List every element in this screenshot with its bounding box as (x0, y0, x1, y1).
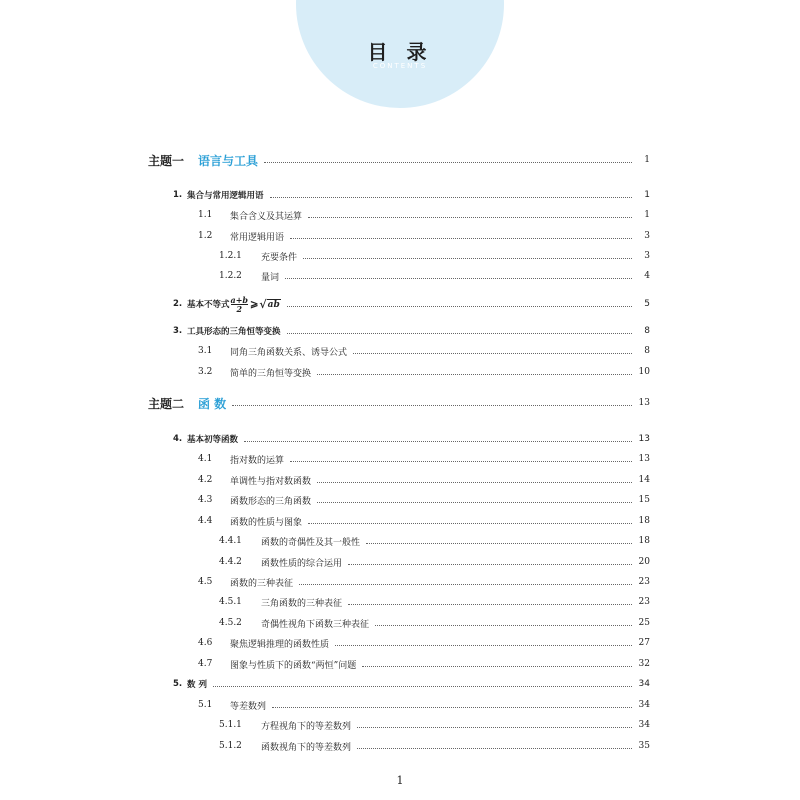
toc-entry-page: 8 (644, 346, 650, 356)
toc-entry-title: 集合含义及其运算 (230, 211, 303, 222)
toc-entry-number: 5.1.1 (219, 720, 242, 730)
dot-leader (290, 238, 632, 239)
toc-entry-number: 4.4.1 (219, 536, 242, 546)
dot-leader (308, 217, 632, 218)
toc-entry-number: 主题二 (148, 396, 185, 411)
dot-leader (213, 686, 632, 687)
toc-entry-page: 10 (638, 367, 650, 377)
toc-entry-c1[interactable] (173, 187, 650, 203)
toc-entry-page: 15 (638, 495, 650, 505)
toc-entry-title: 同角三角函数关系、诱导公式 (230, 347, 348, 358)
toc-entry-title: 集合与常用逻辑用语 (187, 191, 264, 201)
toc-entry-s441[interactable] (219, 533, 650, 549)
dot-leader (264, 162, 632, 163)
toc-entry-title: 方程视角下的等差数列 (261, 721, 352, 732)
page-title: 目 录 (367, 40, 433, 64)
toc-entry-s51[interactable] (198, 697, 650, 713)
toc-entry-page: 13 (638, 454, 650, 464)
dot-leader (287, 333, 632, 334)
dot-leader (357, 748, 632, 749)
dot-leader (308, 523, 632, 524)
toc-entry-number: 1.2 (198, 231, 213, 241)
toc-entry-number: 4.5 (198, 577, 213, 587)
dot-leader (270, 197, 632, 198)
toc-entry-page: 34 (638, 720, 650, 730)
dot-leader (335, 645, 632, 646)
toc-entry-number: 4.6 (198, 638, 213, 648)
toc-entry-page: 3 (644, 251, 650, 261)
geq-symbol: ⩾ (250, 298, 259, 310)
toc-entry-title: 函数性质的综合运用 (261, 558, 343, 569)
toc-entry-title: 单调性与指对数函数 (230, 476, 312, 487)
dot-leader (287, 306, 632, 307)
toc-entry-s31[interactable] (198, 343, 650, 359)
formula-radicand: ab (267, 299, 280, 310)
toc-entry-s451[interactable] (219, 594, 650, 610)
toc-entry-s42[interactable] (198, 472, 650, 488)
toc-entry-c4[interactable] (173, 431, 650, 447)
toc-entry-number: 4.2 (198, 475, 213, 485)
toc-entry-page: 8 (644, 326, 650, 336)
toc-entry-s442[interactable] (219, 554, 650, 570)
toc-entry-page: 20 (638, 557, 650, 567)
dot-leader (362, 666, 632, 667)
toc-entry-title: 聚焦逻辑推理的函数性质 (230, 639, 330, 650)
toc-entry-page: 23 (638, 577, 650, 587)
toc-entry-title: 常用逻辑用语 (230, 232, 285, 243)
toc-entry-number: 1. (173, 190, 183, 200)
dot-leader (232, 405, 632, 406)
toc-entry-s44[interactable] (198, 513, 650, 529)
toc-entry-s12[interactable] (198, 228, 650, 244)
toc-entry-title: 函数的性质与图象 (230, 517, 303, 528)
formula-numerator: a+b (230, 294, 248, 305)
toc-entry-title: 基本不等式 (187, 300, 230, 310)
toc-entry-title: 工具形态的三角恒等变换 (187, 327, 281, 337)
toc-entry-number: 4.7 (198, 659, 213, 669)
toc-entry-title: 函数视角下的等差数列 (261, 742, 352, 753)
toc-entry-s47[interactable] (198, 656, 650, 672)
toc-entry-number: 5.1 (198, 700, 213, 710)
toc-entry-title: 函数的三种表征 (230, 578, 294, 589)
dot-leader (317, 502, 632, 503)
toc-entry-s121[interactable] (219, 248, 650, 264)
dot-leader (348, 564, 632, 565)
toc-entry-number: 4.5.1 (219, 597, 242, 607)
toc-entry-page: 5 (644, 299, 650, 309)
dot-leader (353, 353, 632, 354)
toc-entry-page: 25 (638, 618, 650, 628)
toc-entry-title: 函 数 (198, 396, 227, 411)
toc-entry-title: 量词 (261, 272, 280, 283)
toc-entry-title: 函数形态的三角函数 (230, 496, 312, 507)
toc-entry-page: 34 (638, 700, 650, 710)
toc-entry-page: 34 (638, 679, 650, 689)
dot-leader (366, 543, 632, 544)
toc-entry-number: 3.1 (198, 346, 213, 356)
dot-leader (285, 278, 632, 279)
toc-entry-title: 数 列 (187, 680, 207, 690)
toc-entry-title: 基本初等函数 (187, 435, 239, 445)
toc-entry-s512[interactable] (219, 738, 650, 754)
toc-entry-c3[interactable] (173, 323, 650, 339)
toc-entry-s41[interactable] (198, 451, 650, 467)
toc-entry-s43[interactable] (198, 492, 650, 508)
toc-entry-s511[interactable] (219, 717, 650, 733)
toc-entry-title: 图象与性质下的函数“两恒”问题 (230, 660, 357, 671)
toc-entry-s452[interactable] (219, 615, 650, 631)
toc-entry-number: 4.4.2 (219, 557, 242, 567)
toc-entry-s45[interactable] (198, 574, 650, 590)
dot-leader (244, 441, 632, 442)
toc-entry-number: 5.1.2 (219, 741, 242, 751)
toc-entry-page: 1 (644, 210, 650, 220)
dot-leader (290, 461, 632, 462)
toc-entry-title: 函数的奇偶性及其一般性 (261, 537, 361, 548)
toc-entry-title: 充要条件 (261, 252, 298, 263)
toc-entry-title: 三角函数的三种表征 (261, 598, 343, 609)
toc-entry-number: 3.2 (198, 367, 213, 377)
toc-entry-s46[interactable] (198, 635, 650, 651)
toc-entry-title: 语言与工具 (198, 153, 259, 168)
toc-entry-number: 5. (173, 679, 183, 689)
inequality-formula (230, 296, 281, 313)
toc-entry-s122[interactable] (219, 268, 650, 284)
toc-entry-page: 27 (638, 638, 650, 648)
toc-entry-page: 3 (644, 231, 650, 241)
toc-entry-page: 1 (644, 155, 650, 165)
toc-entry-s11[interactable] (198, 207, 650, 223)
formula-denominator: 2 (236, 303, 243, 314)
dot-leader (375, 625, 632, 626)
dot-leader (272, 707, 632, 708)
toc-entry-number: 4.3 (198, 495, 213, 505)
toc-entry-number: 1.2.1 (219, 251, 242, 261)
toc-entry-number: 4.5.2 (219, 618, 242, 628)
dot-leader (357, 727, 632, 728)
dot-leader (317, 374, 632, 375)
toc-entry-number: 1.2.2 (219, 271, 242, 281)
toc-entry-page: 23 (638, 597, 650, 607)
toc-entry-number: 2. (173, 299, 183, 309)
page-number: 1 (396, 774, 404, 787)
toc-entry-title: 简单的三角恒等变换 (230, 368, 312, 379)
toc-entry-page: 32 (638, 659, 650, 669)
toc-entry-s32[interactable] (198, 364, 650, 380)
toc-entry-title: 奇偶性视角下函数三种表征 (261, 619, 370, 630)
toc-entry-number: 3. (173, 326, 183, 336)
dot-leader (299, 584, 632, 585)
toc-entry-c2[interactable] (173, 296, 650, 312)
toc-entry-page: 13 (638, 434, 650, 444)
dot-leader (303, 258, 632, 259)
toc-entry-page: 1 (644, 190, 650, 200)
dot-leader (317, 482, 632, 483)
toc-entry-number: 1.1 (198, 210, 213, 220)
toc-entry-title: 等差数列 (230, 701, 267, 712)
formula-fraction (231, 296, 248, 313)
toc-entry-number: 主题一 (148, 153, 185, 168)
toc-entry-title: 指对数的运算 (230, 455, 285, 466)
toc-entry-page: 18 (638, 516, 650, 526)
dot-leader (348, 604, 632, 605)
toc-entry-page: 4 (644, 271, 650, 281)
toc-entry-number: 4.1 (198, 454, 213, 464)
toc-entry-page: 14 (638, 475, 650, 485)
square-root (259, 298, 280, 311)
toc-entry-page: 18 (638, 536, 650, 546)
toc-entry-c5[interactable] (173, 676, 650, 692)
toc-entry-t1[interactable] (148, 152, 650, 168)
toc-entry-number: 4. (173, 434, 183, 444)
toc-entry-number: 4.4 (198, 516, 213, 526)
radical-sign-icon: √ (259, 297, 267, 311)
toc-entry-page: 35 (638, 741, 650, 751)
toc-entry-t2[interactable] (148, 395, 650, 411)
toc-entry-page: 13 (638, 398, 650, 408)
page-subtitle: CONTENTS (372, 62, 428, 70)
